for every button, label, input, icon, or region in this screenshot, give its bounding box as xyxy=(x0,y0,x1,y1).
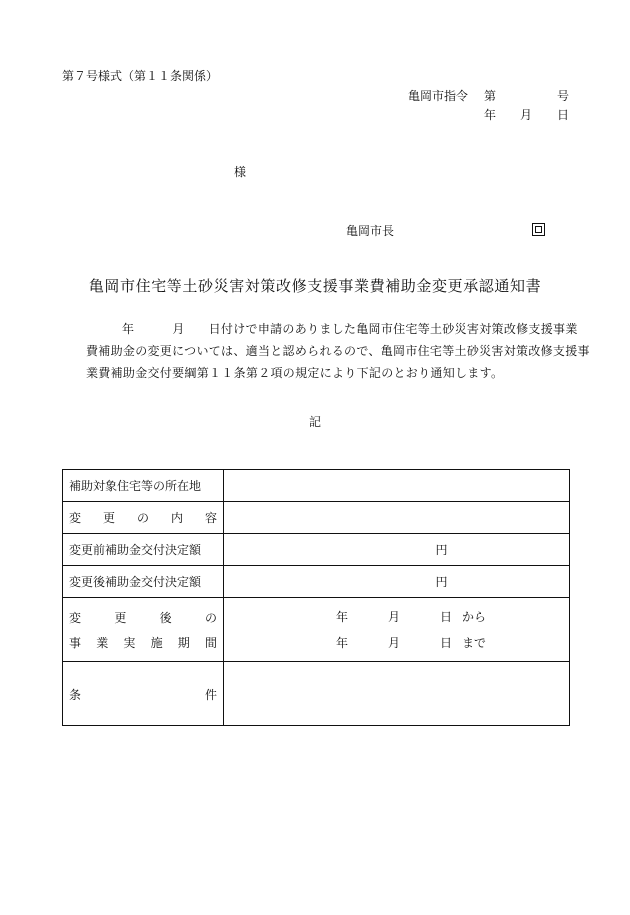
period-value-cell xyxy=(224,598,570,662)
table-row-before-amount xyxy=(63,534,570,566)
date-day-label: 日 xyxy=(557,108,570,122)
label-char: 間 xyxy=(204,635,217,650)
period-from-month: 月 xyxy=(388,610,401,624)
before-amount-unit xyxy=(224,534,570,566)
label-char: 変 xyxy=(69,511,82,525)
body-year-label: 年 xyxy=(122,322,135,336)
label-char: 更 xyxy=(102,511,115,525)
period-from-suffix: から xyxy=(462,610,487,624)
label-char: 施 xyxy=(150,635,163,650)
body-month-label: 月 xyxy=(172,322,185,336)
issuer-title: 亀岡市長 xyxy=(346,224,395,238)
label-char: 件 xyxy=(204,688,217,702)
after-amount-unit xyxy=(224,566,570,598)
label-char: の xyxy=(136,511,149,525)
date-year-label: 年 xyxy=(484,108,497,122)
body-line-3: 業費補助金交付要綱第１１条第２項の規定により下記のとおり通知します。 xyxy=(86,366,504,380)
table-row-change-content xyxy=(63,502,570,534)
label-char: 条 xyxy=(69,688,82,702)
doc-number-prefix: 亀岡市指令 xyxy=(408,89,469,103)
period-to-day: 日 xyxy=(440,636,453,650)
before-amount-label: 変更前補助金交付決定額 xyxy=(63,534,224,566)
yen-unit: 円 xyxy=(435,575,448,589)
period-to-year: 年 xyxy=(336,636,349,650)
body-line-1 xyxy=(86,318,576,340)
recipient-honorific: 様 xyxy=(234,165,247,179)
change-content-label xyxy=(63,502,224,534)
label-char: 期 xyxy=(177,635,190,650)
change-content-value-cell xyxy=(224,502,570,534)
body-line-1-text: 日付けで申請のありました亀岡市住宅等土砂災害対策改修支援事業 xyxy=(208,322,578,336)
form-number: 第７号様式（第１１条関係） xyxy=(62,69,219,83)
label-char: 事 xyxy=(69,635,82,650)
doc-number-go: 号 xyxy=(557,89,570,103)
period-to-month: 月 xyxy=(388,636,401,650)
after-amount-label: 変更後補助金交付決定額 xyxy=(63,566,224,598)
detail-table xyxy=(62,469,570,726)
table-row-after-amount xyxy=(63,566,570,598)
table-row-conditions xyxy=(63,662,570,726)
period-label xyxy=(63,598,224,662)
label-char: 実 xyxy=(123,635,136,650)
doc-number-dai: 第 xyxy=(484,89,497,103)
label-char: 業 xyxy=(96,635,109,650)
label-char: 更 xyxy=(114,610,127,625)
label-char: 内 xyxy=(170,511,183,525)
notice-body xyxy=(86,318,590,384)
table-row-address xyxy=(63,470,570,502)
period-from-line xyxy=(224,604,569,630)
conditions-label xyxy=(63,662,224,726)
seal-inner-mark xyxy=(535,226,542,233)
seal-icon xyxy=(532,223,545,236)
conditions-value-cell xyxy=(224,662,570,726)
label-char: 後 xyxy=(159,610,172,625)
period-from-day: 日 xyxy=(440,610,453,624)
body-line-2: 費補助金の変更については、適当と認められるので、亀岡市住宅等土砂災害対策改修支援事 xyxy=(86,344,590,358)
label-char: 容 xyxy=(204,511,217,525)
ki-heading: 記 xyxy=(308,415,321,429)
date-month-label: 月 xyxy=(520,108,533,122)
label-char: 変 xyxy=(69,610,82,625)
address-label: 補助対象住宅等の所在地 xyxy=(63,470,224,502)
document-title: 亀岡市住宅等土砂災害対策改修支援事業費補助金変更承認通知書 xyxy=(88,277,542,295)
table-row-period xyxy=(63,598,570,662)
period-from-year: 年 xyxy=(336,610,349,624)
period-to-line xyxy=(224,630,569,656)
period-to-suffix: まで xyxy=(462,636,487,650)
label-char: の xyxy=(204,610,217,625)
yen-unit: 円 xyxy=(435,543,448,557)
address-value-cell xyxy=(224,470,570,502)
